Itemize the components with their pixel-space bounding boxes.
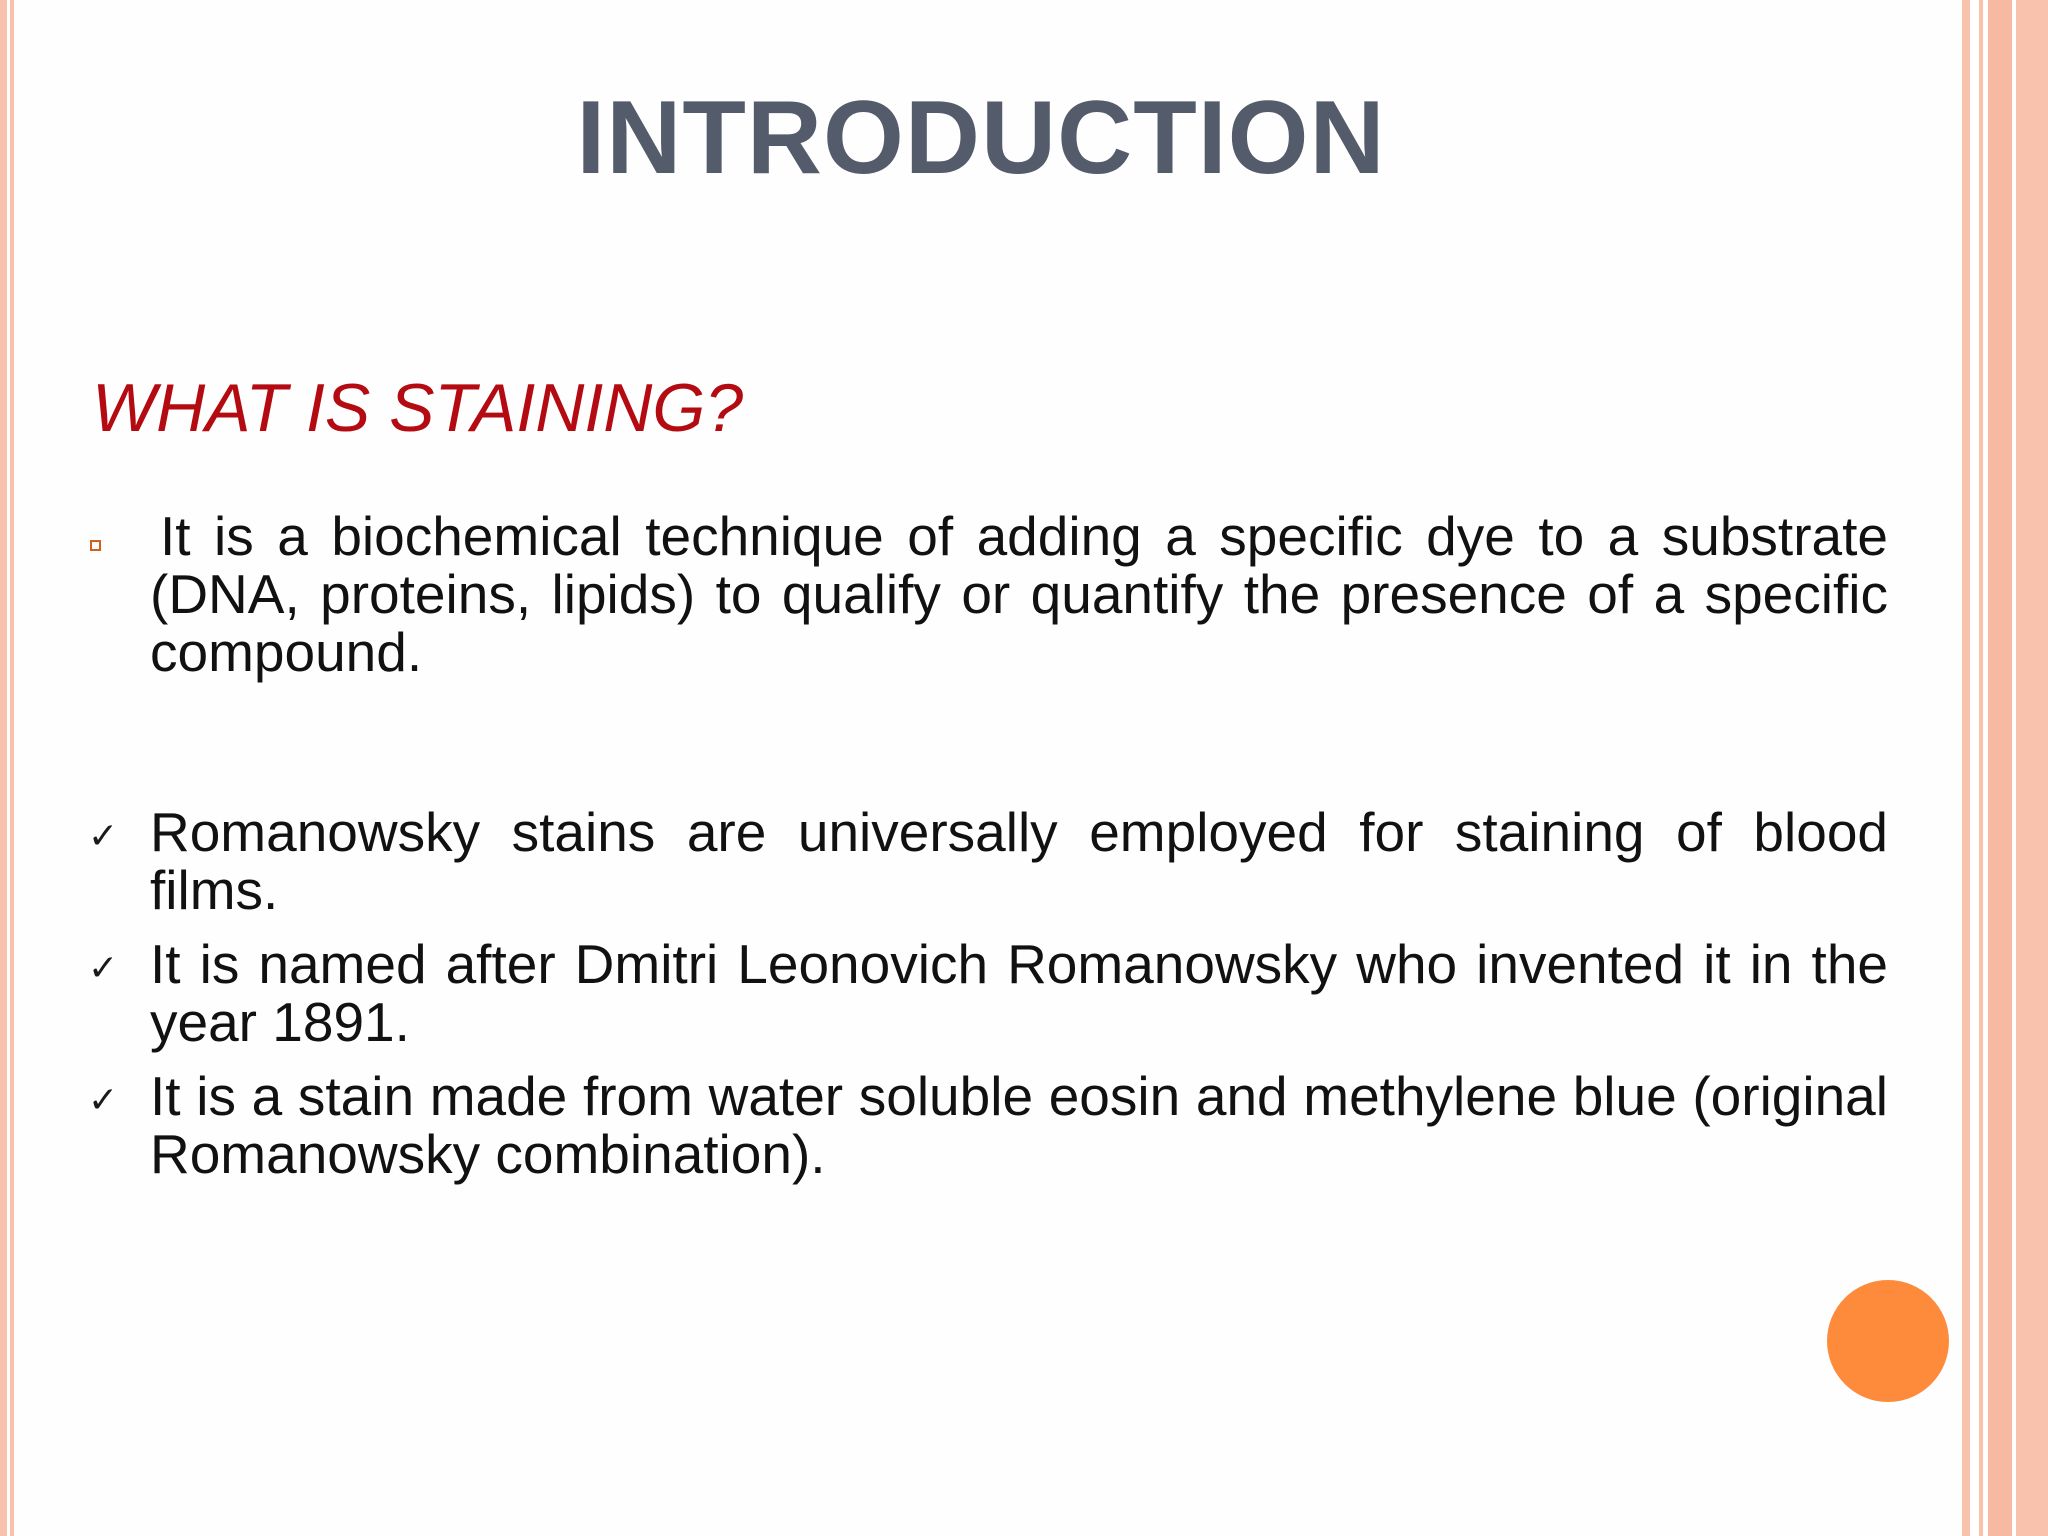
list-item-romanowsky-name: It is named after Dmitri Leonovich Romanowsky who invented it in the year 1891. [150, 933, 1888, 1053]
right-border-stripe-thin [1979, 0, 1983, 1536]
left-border-stripe [0, 0, 7, 1536]
check-bullet-icon: ✓ [88, 1079, 119, 1120]
right-border-band [1988, 0, 2012, 1536]
slide-title: INTRODUCTION [576, 80, 1386, 196]
slide-subtitle: WHAT IS STAINING? [92, 370, 744, 446]
check-bullet-icon: ✓ [88, 815, 119, 856]
right-border-stripe [1962, 0, 1970, 1536]
right-border-edge [2016, 0, 2048, 1536]
list-item-definition: It is a biochemical technique of adding a specific dye to a substrate (DNA, proteins, lipids) to qualify or quantify the presence of a specific compound. [150, 505, 1888, 683]
left-border-stripe-thin [10, 0, 14, 1536]
check-bullet-icon: ✓ [88, 947, 119, 988]
square-bullet-icon [90, 540, 101, 551]
orange-circle-decoration [1827, 1280, 1949, 1402]
list-item-romanowsky-composition: It is a stain made from water soluble eosin and methylene blue (original Romanowsky combination). [150, 1065, 1888, 1185]
list-item-romanowsky-use: Romanowsky stains are universally employed for staining of blood films. [150, 801, 1888, 921]
